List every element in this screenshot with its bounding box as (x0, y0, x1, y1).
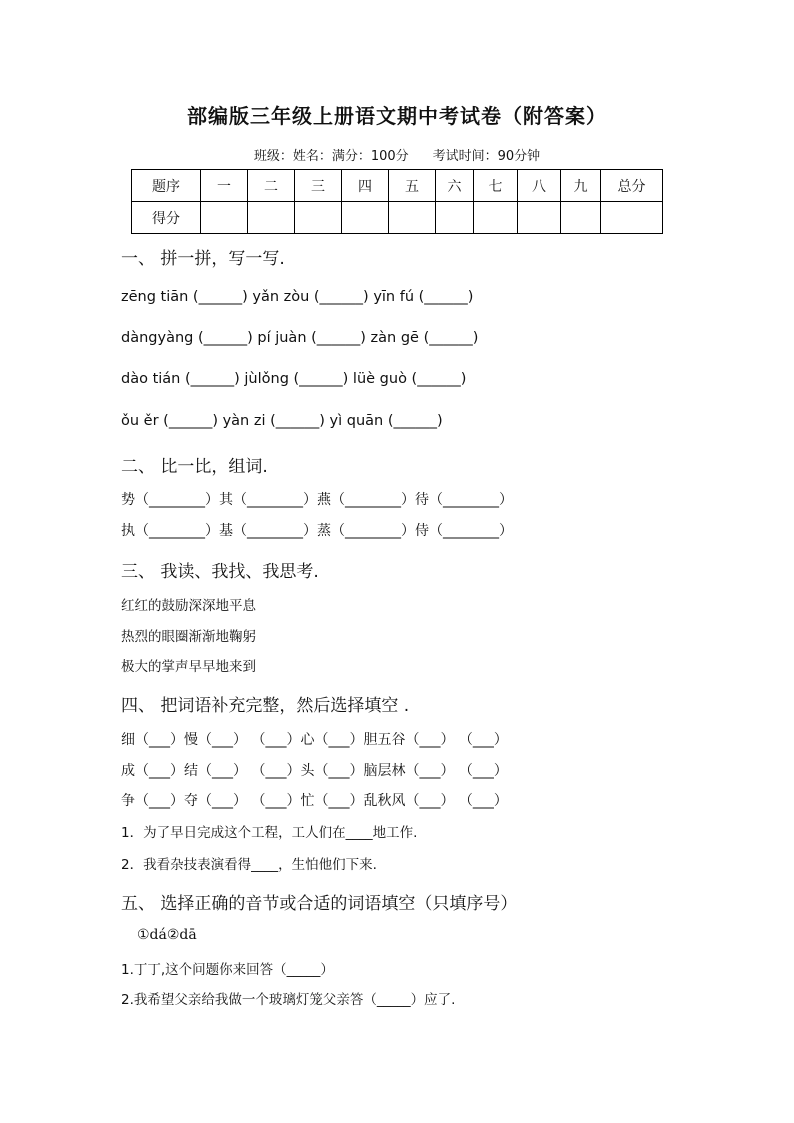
score-cell[interactable] (436, 202, 474, 234)
score-table-score-row (132, 202, 663, 234)
page-title: 部编版三年级上册语文期中考试卷（附答案） (187, 104, 607, 128)
section-5-heading: 五、 选择正确的音节或合适的词语填空（只填序号） (121, 894, 518, 914)
score-table-header: 五 (389, 170, 436, 202)
fill-question: 2.我希望父亲给我做一个玻璃灯笼父亲答（_____）应了. (121, 992, 456, 1008)
idiom-fill-line: 成（___）结（___） （___）头（___）脑层林（___） （___） (121, 763, 508, 779)
score-table-header: 三 (295, 170, 342, 202)
score-cell[interactable] (248, 202, 295, 234)
exam-info (0, 145, 794, 164)
score-row-label: 得分 (132, 202, 201, 234)
phrase-line: 热烈的眼圈渐渐地鞠躬 (121, 629, 256, 645)
score-cell[interactable] (518, 202, 561, 234)
score-cell[interactable] (474, 202, 518, 234)
score-table-header: 九 (561, 170, 601, 202)
score-table-header: 六 (436, 170, 474, 202)
score-cell[interactable] (561, 202, 601, 234)
score-cell[interactable] (201, 202, 248, 234)
score-table (131, 169, 663, 234)
idiom-fill-line: 争（___）夺（___） （___）忙（___）乱秋风（___） （___） (121, 793, 508, 809)
fill-question: 2．我看杂技表演看得____，生怕他们下来. (121, 857, 377, 873)
section-4-heading: 四、 把词语补充完整，然后选择填空 . (121, 696, 410, 716)
score-table-header: 二 (248, 170, 295, 202)
score-cell[interactable] (389, 202, 436, 234)
pinyin-line: dào tián (______) jùlǒng (______) lüè guò (______) (121, 371, 467, 387)
score-table-header: 一 (201, 170, 248, 202)
pinyin-line: zēng tiān (______) yǎn zòu (______) yīn fú (______) (121, 289, 474, 305)
score-table-header: 题序 (132, 170, 201, 202)
score-cell[interactable] (342, 202, 389, 234)
section-3-heading: 三、 我读、我找、我思考. (121, 562, 319, 582)
score-cell[interactable] (295, 202, 342, 234)
exam-time: 考试时间：90分钟 (432, 149, 541, 164)
score-table-header: 四 (342, 170, 389, 202)
score-table-header: 总分 (601, 170, 663, 202)
phrase-line: 红红的鼓励深深地平息 (121, 598, 256, 614)
score-table-header-row (132, 170, 663, 202)
section-2-heading: 二、 比一比，组词. (121, 457, 268, 477)
pinyin-line: dàngyàng (______) pí juàn (______) zàn gē (______) (121, 330, 479, 346)
idiom-fill-line: 细（___）慢（___） （___）心（___）胆五谷（___） （___） (121, 732, 508, 748)
word-compare-line: 执（________）基（________）蒸（________）侍（________） (121, 523, 513, 539)
section-1-heading: 一、 拼一拼，写一写. (121, 249, 285, 269)
fill-question: 1．为了早日完成这个工程，工人们在____地工作. (121, 825, 418, 841)
phrase-line: 极大的掌声早早地来到 (121, 659, 256, 675)
syllable-options: ①dá②dā (137, 927, 197, 943)
class-name-score-info: 班级：姓名：满分：100分 (253, 149, 409, 164)
score-cell[interactable] (601, 202, 663, 234)
fill-question: 1.丁丁,这个问题你来回答（_____） (121, 962, 334, 978)
score-table-header: 七 (474, 170, 518, 202)
score-table-header: 八 (518, 170, 561, 202)
word-compare-line: 势（________）其（________）燕（________）待（________） (121, 492, 513, 508)
pinyin-line: ǒu ěr (______) yàn zi (______) yì quān (______) (121, 413, 443, 429)
